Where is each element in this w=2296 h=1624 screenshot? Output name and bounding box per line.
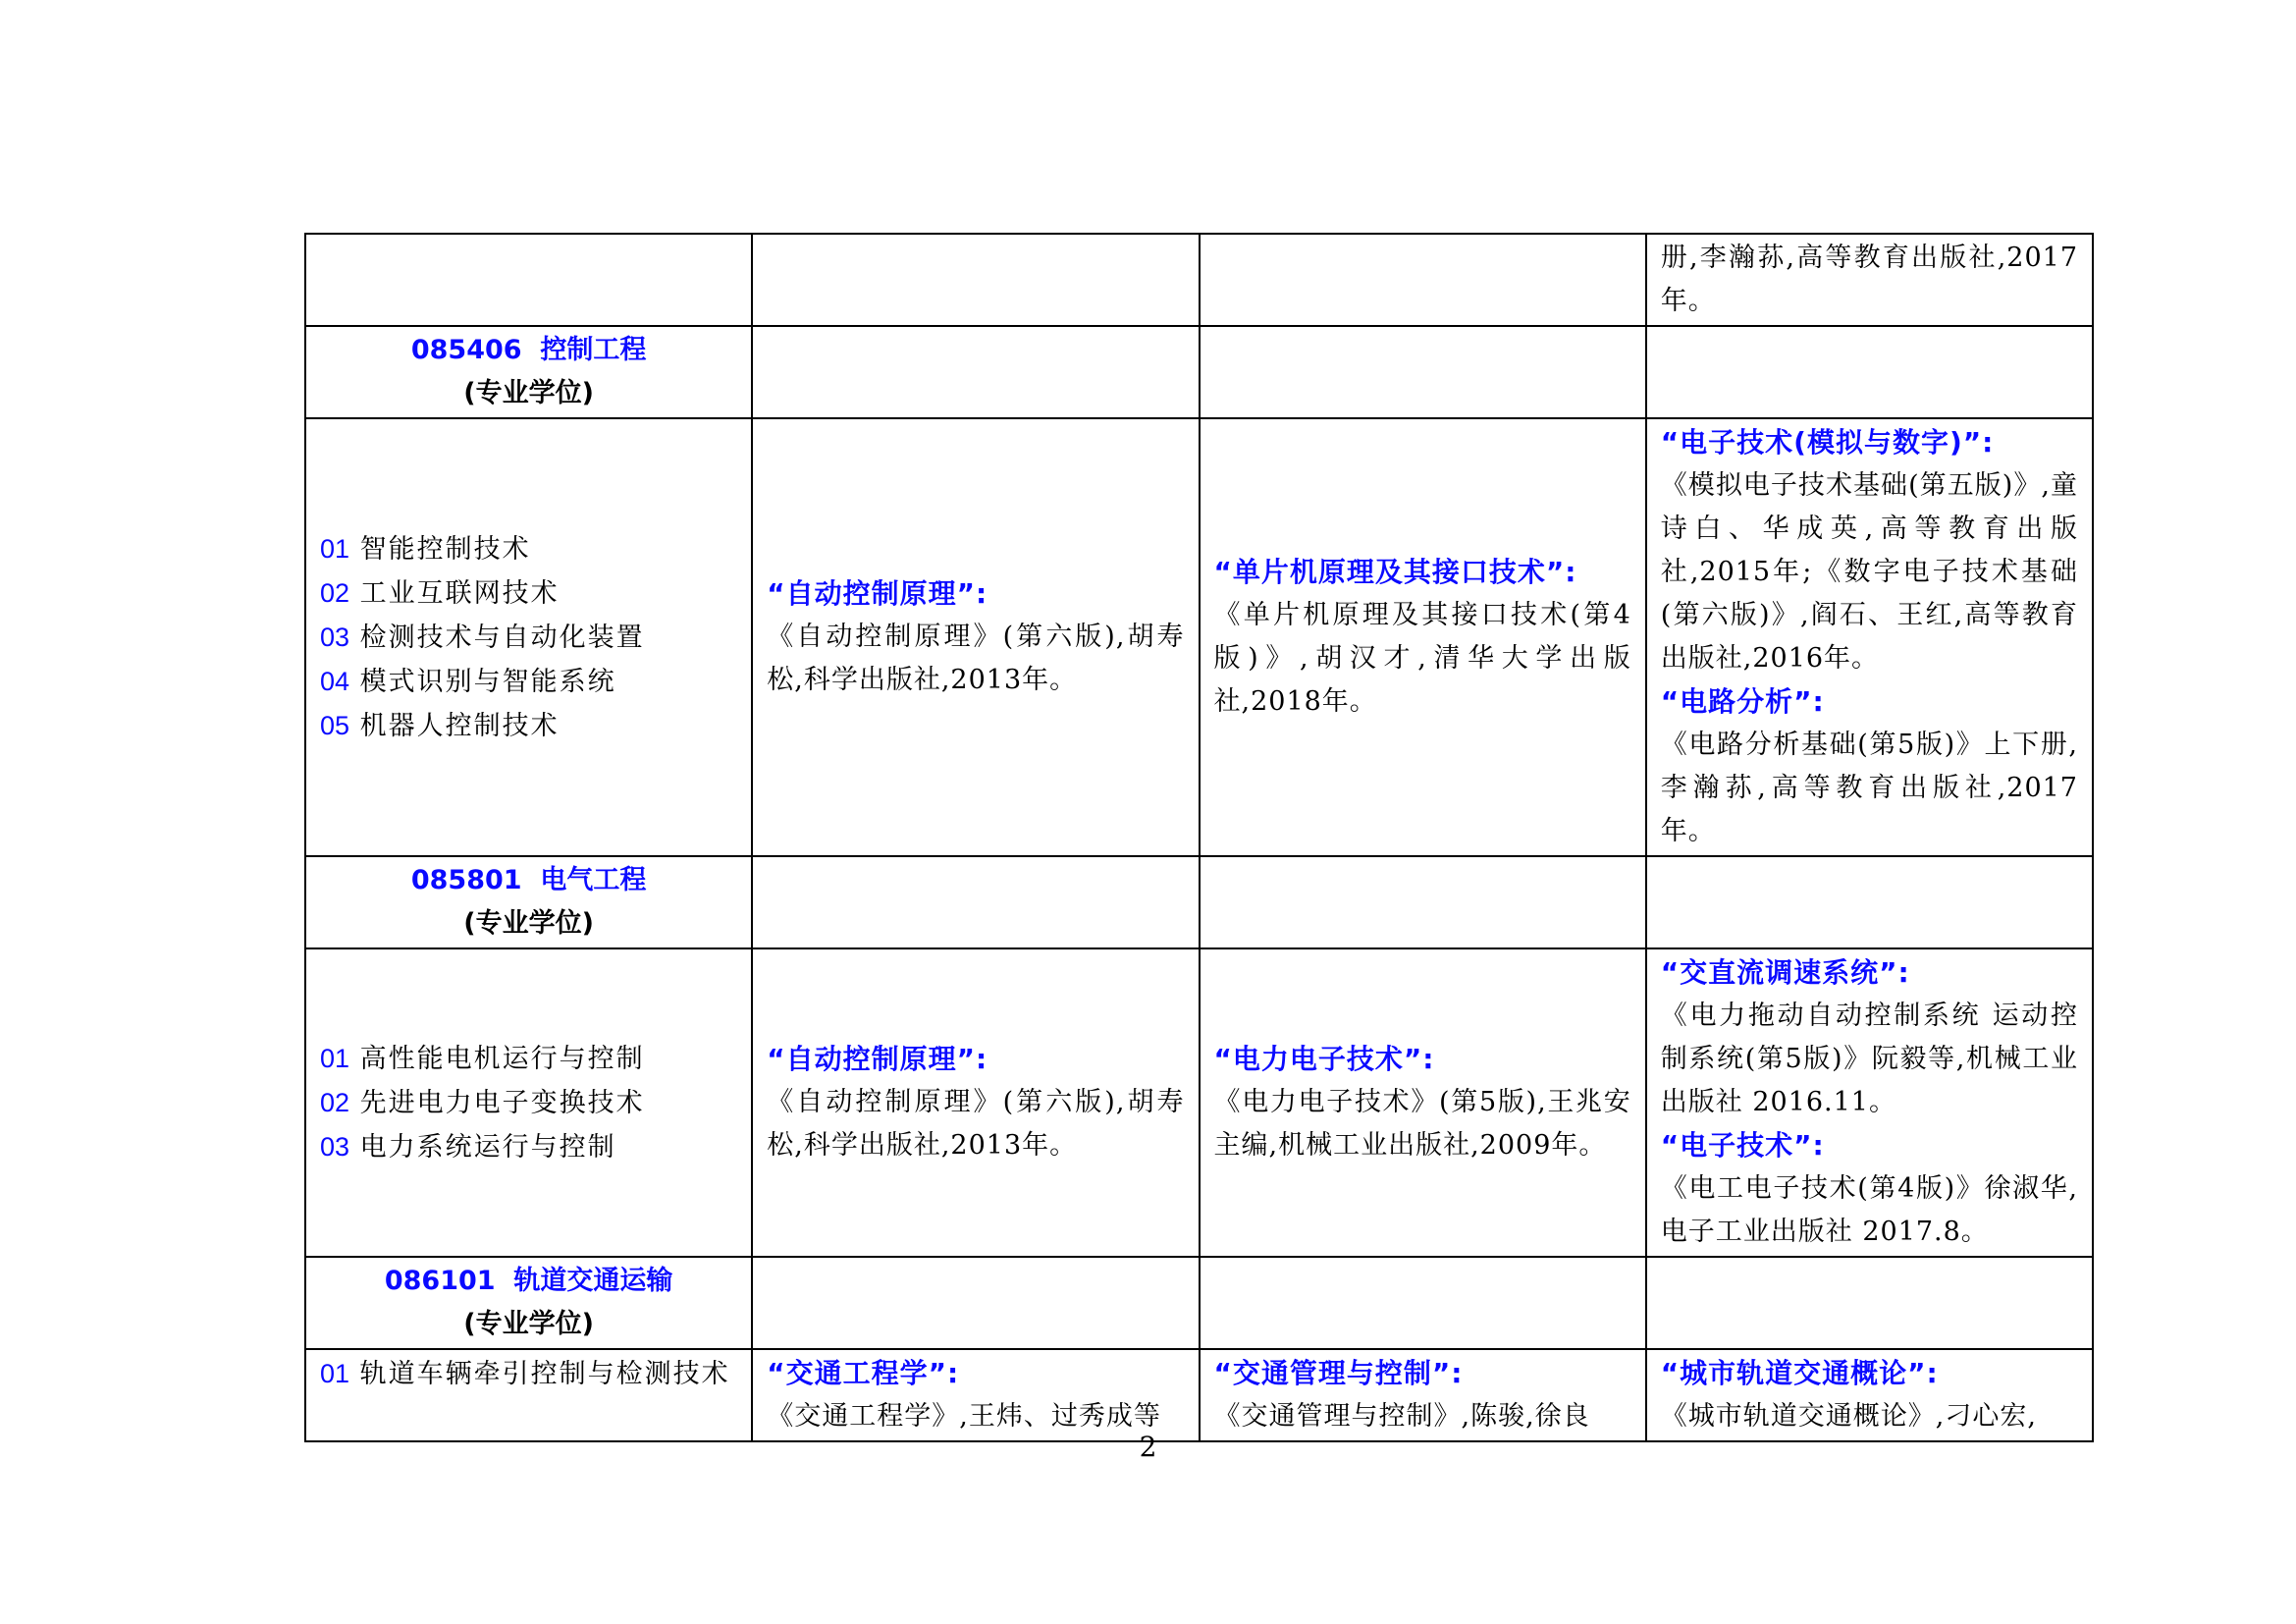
direction-cell bbox=[305, 1349, 752, 1441]
subject-title: “电子技术”: bbox=[1660, 1129, 1825, 1162]
major-title bbox=[320, 1260, 737, 1303]
book-text: 《模拟电子技术基础(第五版)》,童诗白、华成英,高等教育出版社,2015年;《数字电子技术基础(第六版)》,阎石、王红,高等教育出版社,2016年。 bbox=[1660, 470, 2078, 674]
book-text: 《自动控制原理》(第六版),胡寿松,科学出版社,2013年。 bbox=[767, 1087, 1185, 1161]
table-row bbox=[305, 1257, 2093, 1349]
exam4-cell bbox=[1646, 326, 2093, 418]
direction-item: 03 电力系统运行与控制 bbox=[320, 1131, 616, 1163]
page-number: 2 bbox=[1139, 1431, 1157, 1463]
major-name: 轨道交通运输 bbox=[513, 1266, 673, 1296]
exam3-cell bbox=[1200, 234, 1646, 326]
major-header-cell bbox=[305, 856, 752, 948]
exam3-cell bbox=[1200, 948, 1646, 1257]
book-text: 《交通管理与控制》,陈骏,徐良 bbox=[1213, 1401, 1590, 1432]
subject-title: “电子技术(模拟与数字)”: bbox=[1660, 426, 1995, 459]
exam4-cell bbox=[1646, 948, 2093, 1257]
curriculum-table bbox=[304, 233, 2094, 1442]
subject-title: “自动控制原理”: bbox=[767, 1043, 988, 1075]
subject-title: “交通工程学”: bbox=[767, 1357, 960, 1389]
book-text: 《电路分析基础(第5版)》上下册,李瀚荪,高等教育出版社,2017年。 bbox=[1660, 730, 2078, 846]
exam3-cell bbox=[1200, 418, 1646, 856]
book-text: 《交通工程学》,王炜、过秀成等 bbox=[767, 1401, 1161, 1432]
major-code: 086101 bbox=[384, 1266, 496, 1296]
table-row bbox=[305, 326, 2093, 418]
direction-item: 03 检测技术与自动化装置 bbox=[320, 622, 645, 653]
subject-title: “单片机原理及其接口技术”: bbox=[1213, 556, 1577, 588]
book-text: 《电力拖动自动控制系统 运动控制系统(第5版)》阮毅等,机械工业出版社 2016.11。 bbox=[1660, 1001, 2078, 1117]
exam2-cell bbox=[752, 948, 1199, 1257]
direction-item: 02 工业互联网技术 bbox=[320, 577, 560, 609]
direction-item: 01 智能控制技术 bbox=[320, 533, 531, 565]
exam4-cell bbox=[1646, 1349, 2093, 1441]
direction-cell bbox=[305, 948, 752, 1257]
major-code: 085801 bbox=[410, 865, 522, 895]
exam3-cell bbox=[1200, 856, 1646, 948]
book-text: 《自动控制原理》(第六版),胡寿松,科学出版社,2013年。 bbox=[767, 622, 1185, 695]
degree-type: (专业学位) bbox=[463, 908, 594, 939]
table-row bbox=[305, 418, 2093, 856]
subject-title: “交通管理与控制”: bbox=[1213, 1357, 1464, 1389]
exam2-cell bbox=[752, 326, 1199, 418]
exam4-cell bbox=[1646, 234, 2093, 326]
exam4-cell bbox=[1646, 418, 2093, 856]
major-name: 控制工程 bbox=[540, 335, 647, 365]
degree-type: (专业学位) bbox=[463, 1309, 594, 1339]
table-row bbox=[305, 856, 2093, 948]
table-row bbox=[305, 1349, 2093, 1441]
subject-title: “电力电子技术”: bbox=[1213, 1043, 1435, 1075]
major-code: 085406 bbox=[410, 335, 522, 365]
direction-item: 01 轨道车辆牵引控制与检测技术 bbox=[320, 1359, 730, 1389]
book-text: 《城市轨道交通概论》,刁心宏, bbox=[1660, 1401, 2037, 1432]
degree-type: (专业学位) bbox=[463, 378, 594, 408]
major-header-cell bbox=[305, 1257, 752, 1349]
exam3-cell bbox=[1200, 1349, 1646, 1441]
exam4-cell bbox=[1646, 856, 2093, 948]
direction-item: 01 高性能电机运行与控制 bbox=[320, 1043, 645, 1074]
direction-item: 02 先进电力电子变换技术 bbox=[320, 1087, 645, 1118]
exam2-cell bbox=[752, 234, 1199, 326]
direction-cell bbox=[305, 234, 752, 326]
exam2-cell bbox=[752, 1349, 1199, 1441]
major-name: 电气工程 bbox=[540, 865, 647, 895]
major-title bbox=[320, 859, 737, 902]
exam3-cell bbox=[1200, 326, 1646, 418]
exam4-cell bbox=[1646, 1257, 2093, 1349]
subject-title: “电路分析”: bbox=[1660, 685, 1825, 718]
direction-cell bbox=[305, 418, 752, 856]
book-text: 《电工电子技术(第4版)》徐淑华,电子工业出版社 2017.8。 bbox=[1660, 1173, 2078, 1247]
exam2-cell bbox=[752, 418, 1199, 856]
major-header-cell bbox=[305, 326, 752, 418]
table-row bbox=[305, 948, 2093, 1257]
subject-title: “自动控制原理”: bbox=[767, 577, 988, 610]
subject-title: “城市轨道交通概论”: bbox=[1660, 1357, 1939, 1389]
direction-item: 05 机器人控制技术 bbox=[320, 710, 560, 741]
major-title bbox=[320, 329, 737, 372]
table-row bbox=[305, 234, 2093, 326]
direction-item: 04 模式识别与智能系统 bbox=[320, 666, 616, 697]
book-text: 《单片机原理及其接口技术(第4版)》,胡汉才,清华大学出版社,2018年。 bbox=[1213, 600, 1631, 717]
book-text: 册,李瀚荪,高等教育出版社,2017年。 bbox=[1660, 243, 2078, 316]
exam2-cell bbox=[752, 1257, 1199, 1349]
exam2-cell bbox=[752, 856, 1199, 948]
subject-title: “交直流调速系统”: bbox=[1660, 956, 1910, 989]
book-text: 《电力电子技术》(第5版),王兆安主编,机械工业出版社,2009年。 bbox=[1213, 1087, 1631, 1161]
exam3-cell bbox=[1200, 1257, 1646, 1349]
